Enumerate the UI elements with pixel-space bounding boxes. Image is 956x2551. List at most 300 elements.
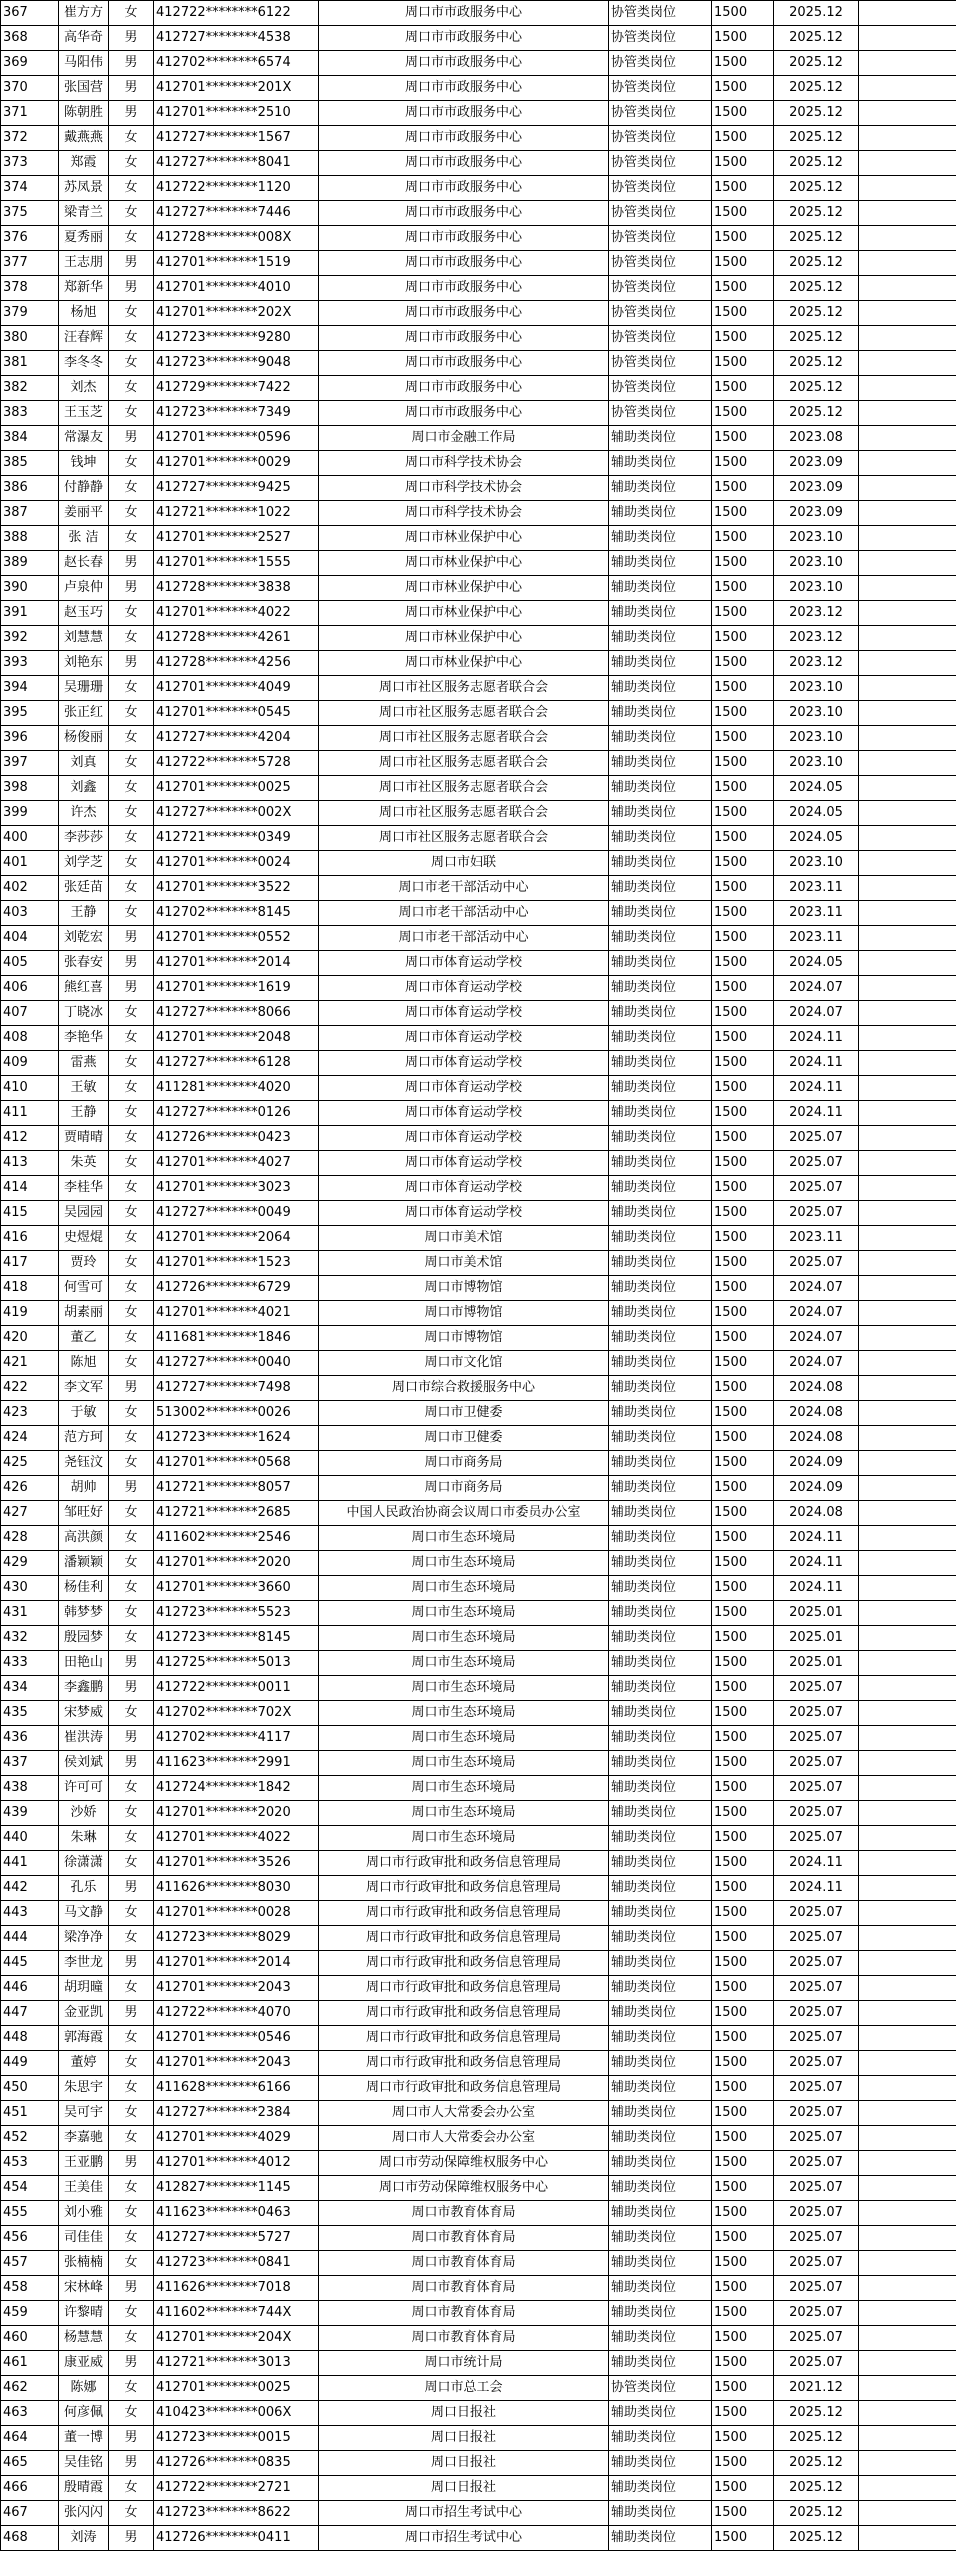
blank-cell [859, 1926, 956, 1951]
employer-unit-cell: 周口市商务局 [319, 1476, 609, 1501]
id-number-cell: 412722********5728 [154, 751, 319, 776]
table-row [1, 76, 956, 101]
post-type-cell: 辅助类岗位 [609, 1726, 712, 1751]
id-number-cell: 412701********1619 [154, 976, 319, 1001]
post-type-cell: 辅助类岗位 [609, 1401, 712, 1426]
employer-unit-cell: 周口市市政服务中心 [319, 276, 609, 301]
blank-cell [859, 2226, 956, 2251]
salary-cell: 1500 [712, 2301, 774, 2326]
id-number-cell: 412701********4027 [154, 1151, 319, 1176]
table-row [1, 226, 956, 251]
table-row [1, 2101, 956, 2126]
id-number-cell: 412701********4049 [154, 676, 319, 701]
salary-cell: 1500 [712, 201, 774, 226]
post-type-cell: 辅助类岗位 [609, 451, 712, 476]
id-number-cell: 411681********1846 [154, 1326, 319, 1351]
blank-cell [859, 1876, 956, 1901]
person-name-cell: 王亚鹏 [59, 2151, 109, 2176]
salary-cell: 1500 [712, 2401, 774, 2426]
person-name-cell: 刘慧慧 [59, 626, 109, 651]
start-date-cell: 2025.12 [774, 51, 859, 76]
table-row [1, 851, 956, 876]
employer-unit-cell: 周口市市政服务中心 [319, 126, 609, 151]
row-number-cell: 406 [1, 976, 59, 1001]
post-type-cell: 辅助类岗位 [609, 1851, 712, 1876]
id-number-cell: 412728********3838 [154, 576, 319, 601]
blank-cell [859, 1601, 956, 1626]
person-name-cell: 史煜焜 [59, 1226, 109, 1251]
table-row [1, 2501, 956, 2526]
blank-cell [859, 776, 956, 801]
salary-cell: 1500 [712, 1326, 774, 1351]
gender-cell: 男 [109, 2426, 154, 2451]
start-date-cell: 2024.07 [774, 1301, 859, 1326]
person-name-cell: 殷园梦 [59, 1626, 109, 1651]
person-name-cell: 刘真 [59, 751, 109, 776]
blank-cell [859, 2301, 956, 2326]
id-number-cell: 411626********7018 [154, 2276, 319, 2301]
salary-cell: 1500 [712, 1126, 774, 1151]
gender-cell: 女 [109, 776, 154, 801]
gender-cell: 男 [109, 1751, 154, 1776]
post-type-cell: 协管类岗位 [609, 326, 712, 351]
salary-cell: 1500 [712, 951, 774, 976]
id-number-cell: 412727********2384 [154, 2101, 319, 2126]
gender-cell: 女 [109, 1551, 154, 1576]
id-number-cell: 412702********702X [154, 1701, 319, 1726]
post-type-cell: 辅助类岗位 [609, 1351, 712, 1376]
person-name-cell: 田艳山 [59, 1651, 109, 1676]
salary-cell: 1500 [712, 401, 774, 426]
row-number-cell: 468 [1, 2526, 59, 2551]
start-date-cell: 2025.07 [774, 2026, 859, 2051]
table-row [1, 776, 956, 801]
blank-cell [859, 2001, 956, 2026]
person-name-cell: 张春安 [59, 951, 109, 976]
salary-cell: 1500 [712, 226, 774, 251]
salary-cell: 1500 [712, 1501, 774, 1526]
person-name-cell: 刘乾宏 [59, 926, 109, 951]
person-name-cell: 杨旭 [59, 301, 109, 326]
row-number-cell: 391 [1, 601, 59, 626]
employer-unit-cell: 周口市老干部活动中心 [319, 926, 609, 951]
employer-unit-cell: 周口市总工会 [319, 2376, 609, 2401]
start-date-cell: 2025.12 [774, 2451, 859, 2476]
table-row [1, 101, 956, 126]
employer-unit-cell: 周口市生态环境局 [319, 1601, 609, 1626]
start-date-cell: 2023.10 [774, 701, 859, 726]
employer-unit-cell: 周口市市政服务中心 [319, 76, 609, 101]
blank-cell [859, 626, 956, 651]
salary-cell: 1500 [712, 576, 774, 601]
table-row [1, 1326, 956, 1351]
salary-cell: 1500 [712, 176, 774, 201]
id-number-cell: 412722********0011 [154, 1676, 319, 1701]
employer-unit-cell: 周口日报社 [319, 2401, 609, 2426]
employer-unit-cell: 周口市行政审批和政务信息管理局 [319, 1926, 609, 1951]
employer-unit-cell: 周口日报社 [319, 2451, 609, 2476]
table-row [1, 1176, 956, 1201]
row-number-cell: 409 [1, 1051, 59, 1076]
row-number-cell: 381 [1, 351, 59, 376]
employer-unit-cell: 周口市文化馆 [319, 1351, 609, 1376]
blank-cell [859, 1626, 956, 1651]
employer-unit-cell: 周口市招生考试中心 [319, 2501, 609, 2526]
row-number-cell: 452 [1, 2126, 59, 2151]
table-row [1, 151, 956, 176]
post-type-cell: 辅助类岗位 [609, 1276, 712, 1301]
start-date-cell: 2023.10 [774, 851, 859, 876]
table-row [1, 501, 956, 526]
salary-cell: 1500 [712, 2326, 774, 2351]
blank-cell [859, 126, 956, 151]
person-name-cell: 李艳华 [59, 1026, 109, 1051]
post-type-cell: 辅助类岗位 [609, 2326, 712, 2351]
post-type-cell: 协管类岗位 [609, 201, 712, 226]
row-number-cell: 387 [1, 501, 59, 526]
post-type-cell: 辅助类岗位 [609, 1951, 712, 1976]
post-type-cell: 协管类岗位 [609, 176, 712, 201]
blank-cell [859, 2501, 956, 2526]
employer-unit-cell: 周口市科学技术协会 [319, 476, 609, 501]
employer-unit-cell: 周口市市政服务中心 [319, 401, 609, 426]
id-number-cell: 412701********2043 [154, 1976, 319, 2001]
salary-cell: 1500 [712, 1, 774, 26]
blank-cell [859, 926, 956, 951]
start-date-cell: 2024.05 [774, 776, 859, 801]
id-number-cell: 412701********2048 [154, 1026, 319, 1051]
start-date-cell: 2025.12 [774, 326, 859, 351]
person-name-cell: 刘小雅 [59, 2201, 109, 2226]
table-row [1, 1001, 956, 1026]
gender-cell: 女 [109, 1626, 154, 1651]
row-number-cell: 383 [1, 401, 59, 426]
salary-cell: 1500 [712, 376, 774, 401]
gender-cell: 男 [109, 2276, 154, 2301]
employer-unit-cell: 周口市妇联 [319, 851, 609, 876]
table-row [1, 2476, 956, 2501]
salary-cell: 1500 [712, 1626, 774, 1651]
gender-cell: 女 [109, 876, 154, 901]
row-number-cell: 462 [1, 2376, 59, 2401]
id-number-cell: 412827********1145 [154, 2176, 319, 2201]
person-name-cell: 沙娇 [59, 1801, 109, 1826]
row-number-cell: 460 [1, 2326, 59, 2351]
person-name-cell: 张廷苗 [59, 876, 109, 901]
row-number-cell: 441 [1, 1851, 59, 1876]
employer-unit-cell: 周口市教育体育局 [319, 2301, 609, 2326]
start-date-cell: 2024.09 [774, 1476, 859, 1501]
post-type-cell: 协管类岗位 [609, 51, 712, 76]
post-type-cell: 辅助类岗位 [609, 576, 712, 601]
post-type-cell: 辅助类岗位 [609, 1151, 712, 1176]
blank-cell [859, 1351, 956, 1376]
salary-cell: 1500 [712, 2226, 774, 2251]
salary-cell: 1500 [712, 1976, 774, 2001]
blank-cell [859, 1751, 956, 1776]
post-type-cell: 协管类岗位 [609, 276, 712, 301]
person-name-cell: 杨慧慧 [59, 2326, 109, 2351]
employer-unit-cell: 周口市行政审批和政务信息管理局 [319, 2001, 609, 2026]
post-type-cell: 辅助类岗位 [609, 1901, 712, 1926]
person-name-cell: 董乙 [59, 1326, 109, 1351]
person-name-cell: 孔乐 [59, 1876, 109, 1901]
start-date-cell: 2023.12 [774, 601, 859, 626]
post-type-cell: 辅助类岗位 [609, 2076, 712, 2101]
post-type-cell: 辅助类岗位 [609, 1026, 712, 1051]
blank-cell [859, 351, 956, 376]
blank-cell [859, 676, 956, 701]
post-type-cell: 辅助类岗位 [609, 2226, 712, 2251]
gender-cell: 女 [109, 376, 154, 401]
person-name-cell: 董一博 [59, 2426, 109, 2451]
gender-cell: 女 [109, 1501, 154, 1526]
post-type-cell: 辅助类岗位 [609, 2026, 712, 2051]
person-name-cell: 刘艳东 [59, 651, 109, 676]
gender-cell: 女 [109, 1776, 154, 1801]
gender-cell: 女 [109, 1126, 154, 1151]
blank-cell [859, 851, 956, 876]
employer-unit-cell: 周口市体育运动学校 [319, 1026, 609, 1051]
id-number-cell: 412701********0025 [154, 2376, 319, 2401]
table-row [1, 251, 956, 276]
gender-cell: 女 [109, 1826, 154, 1851]
salary-cell: 1500 [712, 1926, 774, 1951]
start-date-cell: 2025.07 [774, 2101, 859, 2126]
start-date-cell: 2024.05 [774, 826, 859, 851]
start-date-cell: 2025.07 [774, 2176, 859, 2201]
start-date-cell: 2024.11 [774, 1076, 859, 1101]
blank-cell [859, 1426, 956, 1451]
blank-cell [859, 751, 956, 776]
post-type-cell: 辅助类岗位 [609, 2426, 712, 2451]
person-name-cell: 钱坤 [59, 451, 109, 476]
id-number-cell: 412701********2527 [154, 526, 319, 551]
start-date-cell: 2025.12 [774, 276, 859, 301]
id-number-cell: 412723********1624 [154, 1426, 319, 1451]
row-number-cell: 449 [1, 2051, 59, 2076]
person-name-cell: 李嘉驰 [59, 2126, 109, 2151]
row-number-cell: 420 [1, 1326, 59, 1351]
blank-cell [859, 1151, 956, 1176]
table-row [1, 2151, 956, 2176]
salary-cell: 1500 [712, 26, 774, 51]
row-number-cell: 454 [1, 2176, 59, 2201]
row-number-cell: 386 [1, 476, 59, 501]
post-type-cell: 辅助类岗位 [609, 1926, 712, 1951]
blank-cell [859, 1076, 956, 1101]
gender-cell: 女 [109, 2251, 154, 2276]
id-number-cell: 412723********0841 [154, 2251, 319, 2276]
blank-cell [859, 551, 956, 576]
gender-cell: 男 [109, 26, 154, 51]
table-row [1, 1226, 956, 1251]
start-date-cell: 2025.12 [774, 351, 859, 376]
employer-unit-cell: 周口市林业保护中心 [319, 551, 609, 576]
employer-unit-cell: 周口市博物馆 [319, 1276, 609, 1301]
row-number-cell: 415 [1, 1201, 59, 1226]
employer-unit-cell: 周口市林业保护中心 [319, 576, 609, 601]
gender-cell: 男 [109, 551, 154, 576]
person-name-cell: 邹旺好 [59, 1501, 109, 1526]
person-name-cell: 于敏 [59, 1401, 109, 1426]
row-number-cell: 395 [1, 701, 59, 726]
post-type-cell: 辅助类岗位 [609, 1526, 712, 1551]
blank-cell [859, 826, 956, 851]
salary-cell: 1500 [712, 1851, 774, 1876]
person-name-cell: 夏秀丽 [59, 226, 109, 251]
blank-cell [859, 1501, 956, 1526]
employer-unit-cell: 周口市人大常委会办公室 [319, 2101, 609, 2126]
start-date-cell: 2025.12 [774, 76, 859, 101]
employer-unit-cell: 周口市市政服务中心 [319, 151, 609, 176]
id-number-cell: 412725********5013 [154, 1651, 319, 1676]
salary-cell: 1500 [712, 1801, 774, 1826]
blank-cell [859, 151, 956, 176]
gender-cell: 女 [109, 2126, 154, 2151]
person-name-cell: 常瀑友 [59, 426, 109, 451]
start-date-cell: 2025.07 [774, 2201, 859, 2226]
gender-cell: 女 [109, 801, 154, 826]
table-row [1, 1701, 956, 1726]
blank-cell [859, 1801, 956, 1826]
gender-cell: 女 [109, 1351, 154, 1376]
blank-cell [859, 1176, 956, 1201]
blank-cell [859, 1651, 956, 1676]
start-date-cell: 2023.10 [774, 551, 859, 576]
start-date-cell: 2025.07 [774, 1951, 859, 1976]
salary-cell: 1500 [712, 276, 774, 301]
employer-unit-cell: 周口市体育运动学校 [319, 1051, 609, 1076]
salary-cell: 1500 [712, 1551, 774, 1576]
row-number-cell: 437 [1, 1751, 59, 1776]
employer-unit-cell: 周口市行政审批和政务信息管理局 [319, 1851, 609, 1876]
id-number-cell: 411623********2991 [154, 1751, 319, 1776]
row-number-cell: 456 [1, 2226, 59, 2251]
person-name-cell: 卢泉仲 [59, 576, 109, 601]
salary-cell: 1500 [712, 2026, 774, 2051]
employer-unit-cell: 周口市教育体育局 [319, 2276, 609, 2301]
blank-cell [859, 226, 956, 251]
person-name-cell: 赵玉巧 [59, 601, 109, 626]
salary-cell: 1500 [712, 1151, 774, 1176]
table-row [1, 1626, 956, 1651]
id-number-cell: 412727********1567 [154, 126, 319, 151]
blank-cell [859, 1, 956, 26]
table-row [1, 1526, 956, 1551]
post-type-cell: 协管类岗位 [609, 226, 712, 251]
start-date-cell: 2025.12 [774, 376, 859, 401]
gender-cell: 女 [109, 2226, 154, 2251]
start-date-cell: 2025.12 [774, 2401, 859, 2426]
salary-cell: 1500 [712, 1376, 774, 1401]
table-row [1, 1801, 956, 1826]
blank-cell [859, 951, 956, 976]
post-type-cell: 辅助类岗位 [609, 926, 712, 951]
table-row [1, 2001, 956, 2026]
blank-cell [859, 2351, 956, 2376]
salary-cell: 1500 [712, 76, 774, 101]
salary-cell: 1500 [712, 926, 774, 951]
gender-cell: 男 [109, 426, 154, 451]
employer-unit-cell: 周口市生态环境局 [319, 1526, 609, 1551]
salary-cell: 1500 [712, 1951, 774, 1976]
person-name-cell: 郑霞 [59, 151, 109, 176]
employer-unit-cell: 周口市生态环境局 [319, 1726, 609, 1751]
start-date-cell: 2024.07 [774, 1326, 859, 1351]
start-date-cell: 2025.07 [774, 2126, 859, 2151]
start-date-cell: 2025.12 [774, 301, 859, 326]
employer-unit-cell: 周口市生态环境局 [319, 1751, 609, 1776]
salary-cell: 1500 [712, 301, 774, 326]
employer-unit-cell: 周口市教育体育局 [319, 2201, 609, 2226]
post-type-cell: 辅助类岗位 [609, 1801, 712, 1826]
salary-cell: 1500 [712, 1101, 774, 1126]
person-name-cell: 张 洁 [59, 526, 109, 551]
post-type-cell: 辅助类岗位 [609, 2151, 712, 2176]
table-row [1, 2401, 956, 2426]
row-number-cell: 382 [1, 376, 59, 401]
row-number-cell: 466 [1, 2476, 59, 2501]
gender-cell: 女 [109, 526, 154, 551]
id-number-cell: 412727********7446 [154, 201, 319, 226]
employer-unit-cell: 周口市体育运动学校 [319, 1151, 609, 1176]
employer-unit-cell: 周口市人大常委会办公室 [319, 2126, 609, 2151]
table-row [1, 2176, 956, 2201]
salary-cell: 1500 [712, 326, 774, 351]
person-name-cell: 高华奇 [59, 26, 109, 51]
person-name-cell: 张国营 [59, 76, 109, 101]
salary-cell: 1500 [712, 1026, 774, 1051]
table-row [1, 551, 956, 576]
post-type-cell: 辅助类岗位 [609, 1376, 712, 1401]
gender-cell: 男 [109, 2451, 154, 2476]
employer-unit-cell: 周口市商务局 [319, 1451, 609, 1476]
table-row [1, 2301, 956, 2326]
employer-unit-cell: 周口市博物馆 [319, 1301, 609, 1326]
id-number-cell: 412702********6574 [154, 51, 319, 76]
employer-unit-cell: 周口市生态环境局 [319, 1701, 609, 1726]
person-name-cell: 李世龙 [59, 1951, 109, 1976]
post-type-cell: 辅助类岗位 [609, 901, 712, 926]
blank-cell [859, 2326, 956, 2351]
gender-cell: 女 [109, 176, 154, 201]
id-number-cell: 412701********201X [154, 76, 319, 101]
gender-cell: 女 [109, 1576, 154, 1601]
post-type-cell: 辅助类岗位 [609, 1176, 712, 1201]
post-type-cell: 辅助类岗位 [609, 2401, 712, 2426]
id-number-cell: 412727********4204 [154, 726, 319, 751]
start-date-cell: 2025.07 [774, 2276, 859, 2301]
blank-cell [859, 576, 956, 601]
employer-unit-cell: 周口市行政审批和政务信息管理局 [319, 1976, 609, 2001]
person-name-cell: 陈旭 [59, 1351, 109, 1376]
row-number-cell: 396 [1, 726, 59, 751]
row-number-cell: 414 [1, 1176, 59, 1201]
blank-cell [859, 2051, 956, 2076]
employer-unit-cell: 周口市行政审批和政务信息管理局 [319, 2051, 609, 2076]
table-row [1, 1651, 956, 1676]
person-name-cell: 马阳伟 [59, 51, 109, 76]
person-name-cell: 汪春辉 [59, 326, 109, 351]
gender-cell: 女 [109, 626, 154, 651]
salary-cell: 1500 [712, 51, 774, 76]
post-type-cell: 协管类岗位 [609, 1, 712, 26]
employer-unit-cell: 周口市市政服务中心 [319, 1, 609, 26]
person-name-cell: 司佳佳 [59, 2226, 109, 2251]
row-number-cell: 369 [1, 51, 59, 76]
start-date-cell: 2024.11 [774, 1101, 859, 1126]
